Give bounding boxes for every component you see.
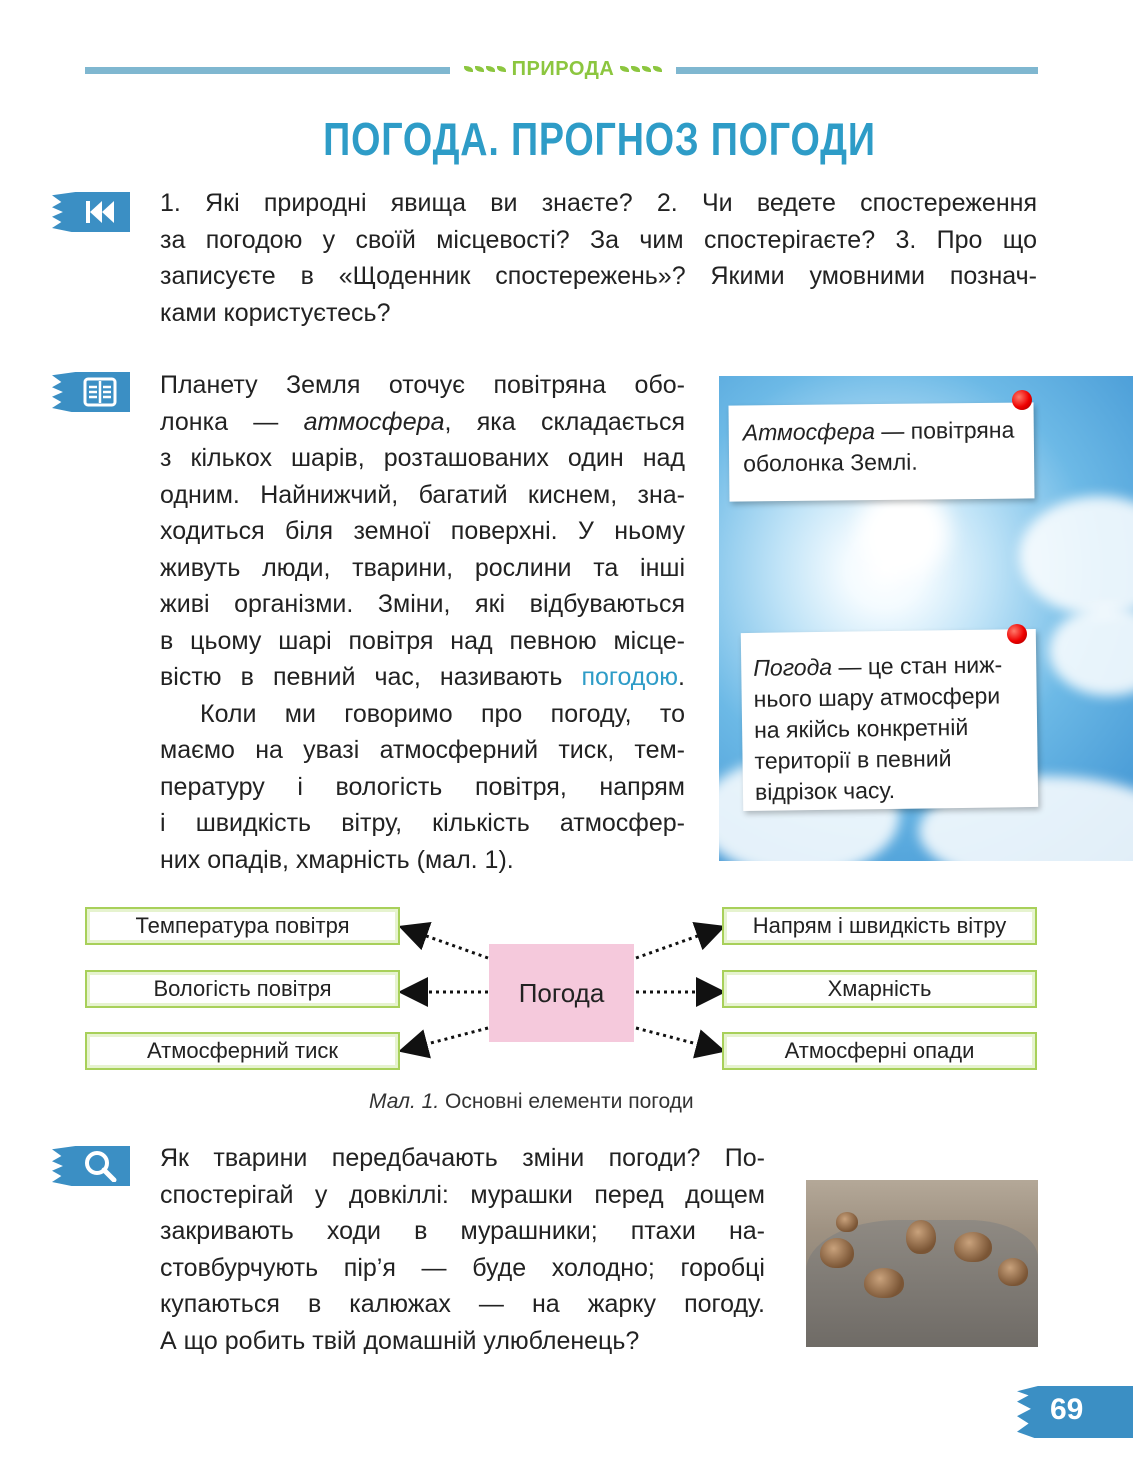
text-line: купаються в калюжах — на жарку погоду. [160, 1290, 765, 1318]
section-name: ПРИРОДА [511, 57, 615, 80]
text-line: А що робить твій домашній улюбленець? [160, 1326, 640, 1355]
note-atmosphere: Атмосфера — повітряна оболонка Землі. [729, 402, 1035, 501]
rewind-icon [84, 199, 116, 225]
diagram-box-pressure: Атмосферний тиск [85, 1032, 400, 1070]
main-text [160, 367, 685, 878]
note-term: Погода [753, 653, 833, 681]
text-line: маємо на увазі атмосферний тиск, тем- [160, 736, 685, 764]
section-label [450, 55, 676, 83]
question-line: 1. Які природні явища ви знаєте? 2. Чи ведете спостереження [160, 189, 1037, 217]
text-line: ходиться біля земної поверхні. У ньому [160, 517, 685, 545]
text-line: Коли ми говоримо про погоду, то [200, 699, 685, 728]
red-pin-icon [1007, 624, 1027, 644]
sky-photo [719, 376, 1133, 861]
text-line: стовбурчують пір’я — буде холодно; горобці [160, 1253, 765, 1282]
red-pin-icon [1012, 390, 1032, 410]
text-line: них опадів, хмарність (мал. 1). [160, 845, 514, 874]
text-line: в цьому шарі повітря над певною місце- [160, 626, 685, 655]
diagram-center-weather: Погода [489, 944, 634, 1042]
text-line: одним. Найнижчий, багатий киснем, зна- [160, 480, 685, 509]
book-tag [52, 372, 130, 412]
note-line: на якійсь конкретній [753, 713, 969, 743]
question-line: ками користуєтесь? [160, 298, 391, 327]
page-title: ПОГОДА. ПРОГНОЗ ПОГОДИ [323, 113, 876, 165]
diagram-box-temperature: Температура повітря [85, 907, 400, 945]
leaf-ornament-left-icon [464, 66, 506, 72]
figure-caption: Мал. 1. Основні елементи погоди [369, 1090, 694, 1113]
text-line: живуть люди, тварини, рослини та інші [160, 553, 685, 582]
text-line: спостерігай у довкіллі: мурашки перед дощем [160, 1180, 765, 1209]
note-term: Атмосфера [742, 418, 876, 446]
term-atmosphere: атмосфера [303, 407, 445, 436]
observation-text [160, 1140, 765, 1359]
text-line: закривають ходи в мурашники; птахи на- [160, 1217, 765, 1245]
book-icon [83, 377, 117, 407]
note-line: оболонка Землі. [742, 448, 918, 477]
magnifier-tag [52, 1146, 130, 1186]
text-line: з кількох шарів, розташованих один над [160, 444, 685, 472]
question-line: за погодою у своїй місцевості? За чим спостерігаєте? 3. Про що [160, 225, 1037, 254]
text-line: живі організми. Зміни, які відбуваються [160, 590, 685, 618]
review-questions [160, 185, 1037, 331]
text-line: пературу і вологість повітря, напрям [160, 772, 685, 801]
text-line: лонка — атмосфера, яка складається [160, 407, 685, 436]
note-line: відрізок часу. [754, 776, 896, 805]
text-line: і швидкість вітру, кількість атмосфер- [160, 809, 685, 837]
note-line: нього шару атмосфери [753, 682, 1001, 712]
question-line: записуєте в «Щоденник спостережень»? Якими умовними познач- [160, 262, 1037, 290]
page-number: 69 [1050, 1393, 1084, 1426]
sparrows-photo [806, 1180, 1038, 1347]
rewind-tag [52, 192, 130, 232]
diagram-box-wind: Напрям і швидкість вітру [722, 907, 1037, 945]
leaf-ornament-right-icon [620, 66, 662, 72]
weather-term-link[interactable]: погодою [581, 663, 679, 691]
text-line: Як тварини передбачають зміни погоди? По- [160, 1144, 765, 1172]
note-weather: Погода — це стан ниж- нього шару атмосфери на якійсь конкретній території в певний відрізок часу. [741, 629, 1038, 811]
diagram-box-humidity: Вологість повітря [85, 970, 400, 1008]
text-line: вістю в певний час, називають погодою. [160, 663, 685, 691]
text-line: Планету Земля оточує повітряна обо- [160, 371, 685, 399]
diagram-box-precipitation: Атмосферні опади [722, 1032, 1037, 1070]
magnifier-icon [83, 1150, 117, 1182]
diagram-box-cloudiness: Хмарність [722, 970, 1037, 1008]
note-line: території в певний [754, 745, 952, 774]
